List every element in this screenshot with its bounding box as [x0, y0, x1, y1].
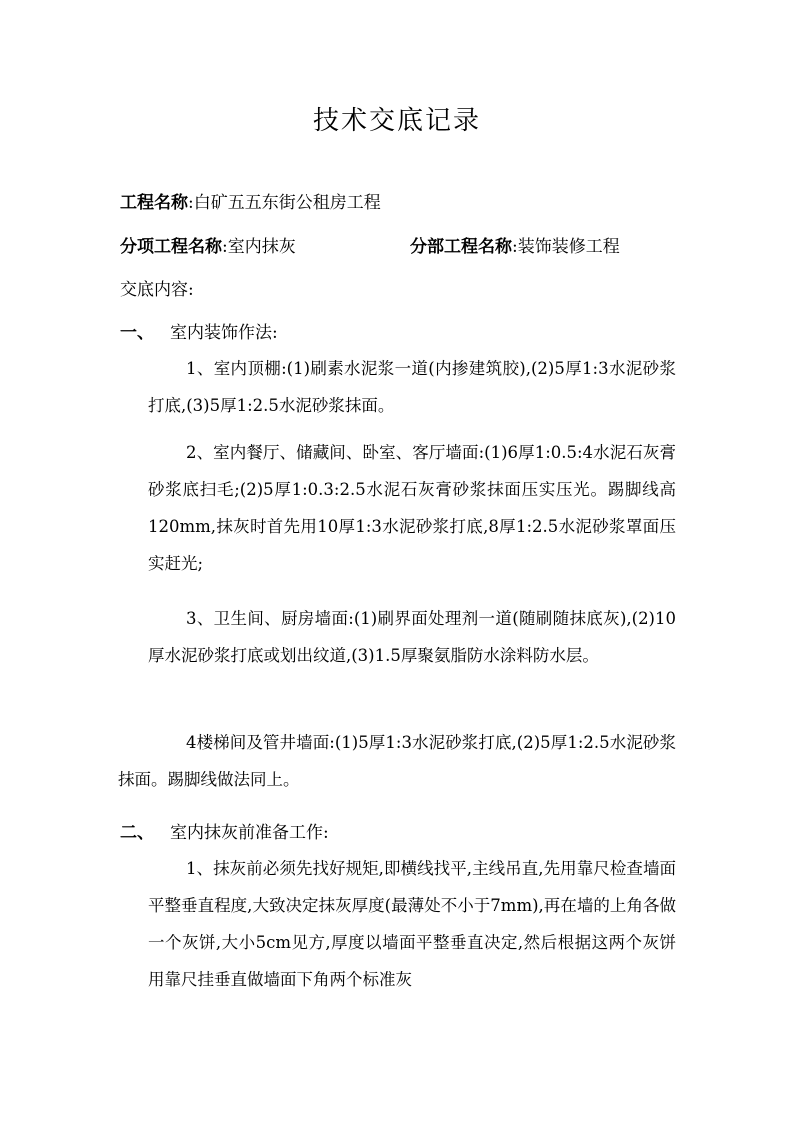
paragraph-3: 3、卫生间、厨房墙面:(1)刷界面处理剂一道(随刷随抹底灰),(2)10厚水泥砂浆打底或划出纹道,(3)1.5厚聚氨脂防水涂料防水层。 — [148, 609, 676, 665]
section1-heading — [120, 318, 278, 343]
division-value: :装饰装修工程 — [512, 237, 620, 257]
subitem-value: :室内抹灰 — [222, 237, 296, 257]
section2-number: 二、 — [120, 823, 154, 843]
subitem-line — [120, 232, 296, 257]
paragraph-5: 1、抹灰前必须先找好规矩,即横线找平,主线吊直,先用靠尺检查墙面平整垂直程度,大致决定抹灰厚度(最薄处不小于7mm),再在墙的上角各做一个灰饼,大小5cm见方,厚度以墙面平整垂直决定,然后根据这两个灰饼用靠尺挂垂直做墙面下角两个标准灰 — [148, 859, 676, 989]
paragraph-4: 4楼梯间及管井墙面:(1)5厚1:3水泥砂浆打底,(2)5厚1:2.5水泥砂浆抹面。踢脚线做法同上。 — [118, 733, 676, 789]
project-name-line — [120, 188, 381, 213]
section1-number: 一、 — [120, 323, 154, 343]
content-label: 交底内容: — [120, 280, 194, 300]
paragraph-2: 2、室内餐厅、储藏间、卧室、客厅墙面:(1)6厚1:0.5:4水泥石灰膏砂浆底扫毛;(2)5厚1:0.3:2.5水泥石灰膏砂浆抹面压实压光。踢脚线高120mm,抹灰时首先用10厚1:3水泥砂浆打底,8厚1:2.5水泥砂浆罩面压实赶光; — [148, 443, 676, 573]
section1-title: 室内装饰作法: — [170, 323, 278, 343]
project-name-value: :白矿五五东街公租房工程 — [188, 193, 381, 213]
project-name-label: 工程名称 — [120, 193, 188, 213]
section2-heading — [120, 818, 329, 843]
division-line — [410, 232, 620, 257]
section2-title: 室内抹灰前准备工作: — [170, 823, 329, 843]
paragraph-1: 1、室内顶棚:(1)刷素水泥浆一道(内掺建筑胶),(2)5厚1:3水泥砂浆打底,(3)5厚1:2.5水泥砂浆抹面。 — [148, 359, 676, 415]
division-label: 分部工程名称 — [410, 237, 512, 257]
document-title: 技术交底记录 — [312, 106, 481, 136]
subitem-label: 分项工程名称 — [120, 237, 222, 257]
